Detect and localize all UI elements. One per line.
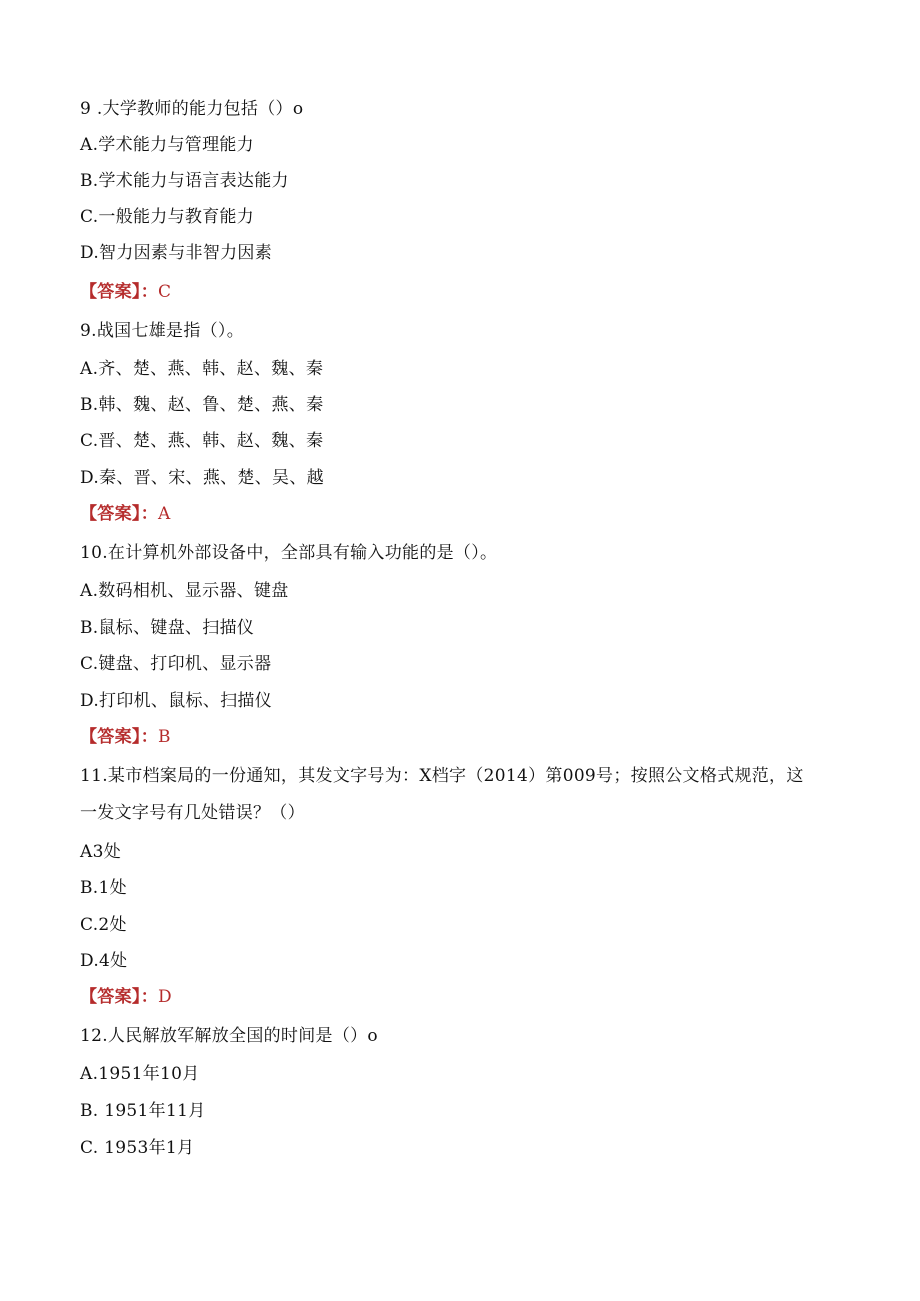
option-d: D.智力因素与非智力因素 (80, 243, 273, 263)
question-stem-line-2: 一发文字号有几处错误？（） (80, 803, 305, 823)
option-a: A3处 (80, 842, 121, 862)
option-c: C.2处 (80, 915, 127, 935)
option-a: A.齐、楚、燕、韩、赵、魏、秦 (80, 359, 324, 379)
option-c: C.键盘、打印机、显示器 (80, 654, 272, 674)
question-stem: 10.在计算机外部设备中，全部具有输入功能的是（）。 (80, 543, 498, 563)
option-d: D.打印机、鼠标、扫描仪 (80, 691, 273, 711)
option-d: D.秦、晋、宋、燕、楚、吴、越 (80, 468, 324, 488)
answer-value: D (158, 987, 172, 1007)
option-b: B. 1951年11月 (80, 1101, 206, 1121)
option-b: B.韩、魏、赵、鲁、楚、燕、秦 (80, 395, 324, 415)
option-b: B.1处 (80, 878, 127, 898)
option-a: A.1951年10月 (80, 1064, 200, 1084)
answer-value: C (158, 282, 172, 302)
option-a: A.学术能力与管理能力 (80, 135, 254, 155)
question-stem: 9 .大学教师的能力包括（）o (80, 99, 304, 119)
question-stem-line-1: 11.某市档案局的一份通知，其发文字号为：X档字（2014）第009号；按照公文格式规范，这 (80, 766, 804, 786)
answer-value: A (158, 504, 171, 524)
option-b: B.鼠标、键盘、扫描仪 (80, 618, 255, 638)
answer-line (80, 281, 171, 303)
answer-line (80, 986, 172, 1008)
question-stem: 9.战国七雄是指（）。 (80, 321, 245, 341)
answer-label: 【答案】： (80, 282, 158, 302)
option-d: D.4处 (80, 951, 128, 971)
answer-label: 【答案】： (80, 727, 158, 747)
answer-label: 【答案】： (80, 504, 158, 524)
answer-line (80, 726, 171, 748)
option-c: C.晋、楚、燕、韩、赵、魏、秦 (80, 431, 324, 451)
question-stem: 12.人民解放军解放全国的时间是（）o (80, 1026, 378, 1046)
answer-value: B (158, 727, 171, 747)
option-c: C.一般能力与教育能力 (80, 207, 255, 227)
option-c: C. 1953年1月 (80, 1138, 195, 1158)
answer-label: 【答案】： (80, 987, 158, 1007)
option-a: A.数码相机、显示器、键盘 (80, 581, 289, 601)
option-b: B.学术能力与语言表达能力 (80, 171, 289, 191)
answer-line (80, 503, 171, 525)
